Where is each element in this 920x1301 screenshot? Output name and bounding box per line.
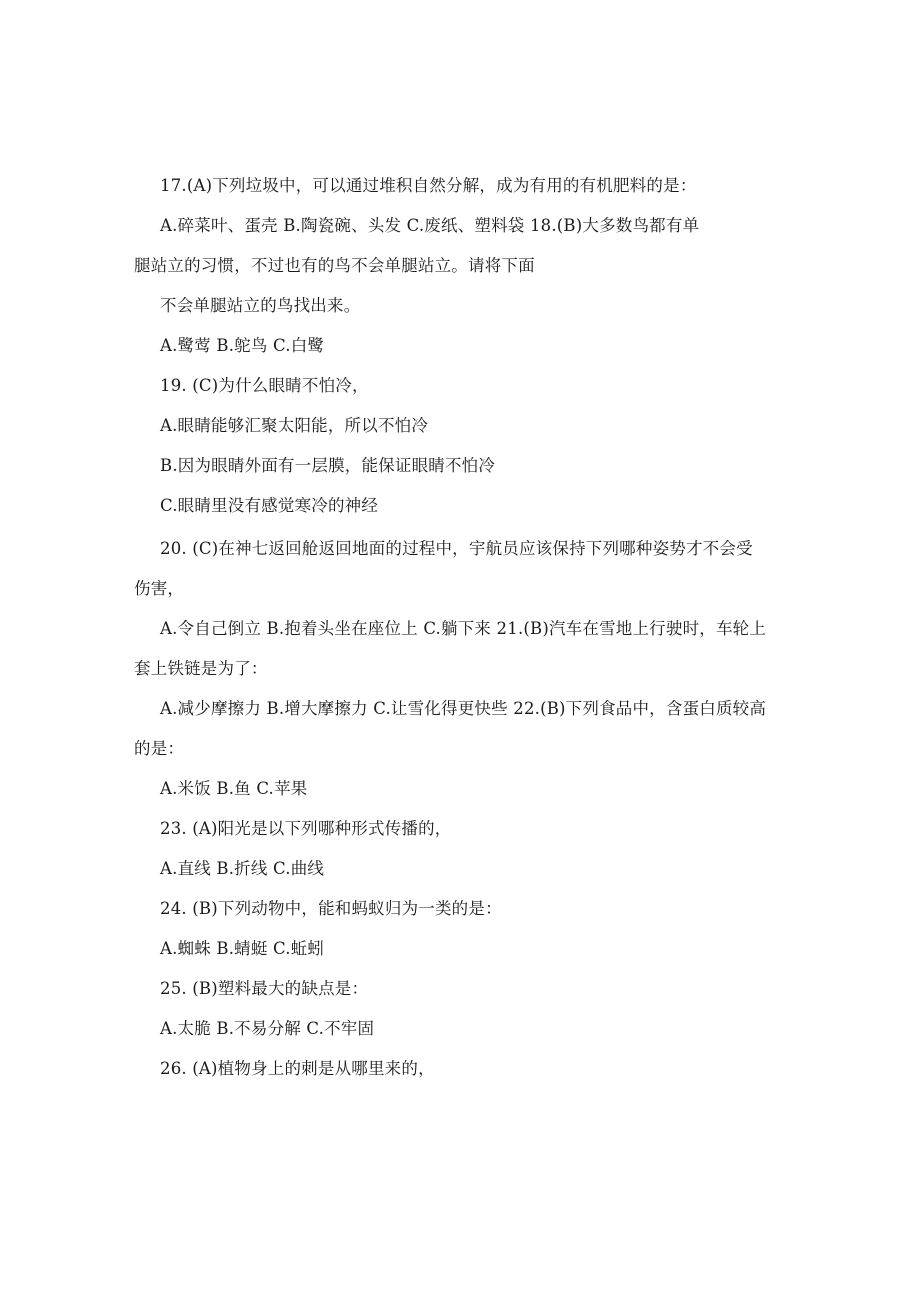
question-19-option-c: C.眼睛里没有感觉寒冷的神经: [160, 496, 379, 515]
question-24-options: A.蜘蛛 B.蜻蜓 C.蚯蚓: [160, 939, 325, 958]
question-26-text: 26. (A)植物身上的刺是从哪里来的，: [160, 1059, 435, 1078]
question-19-option-b: B.因为眼睛外面有一层膜，能保证眼睛不怕冷: [160, 456, 496, 475]
question-19-text: 19. (C)为什么眼睛不怕冷，: [160, 376, 369, 395]
question-19-option-a: A.眼睛能够汇聚太阳能，所以不怕冷: [160, 416, 429, 435]
question-20-options: A.令自己倒立 B.抱着头坐在座位上 C.躺下来 21.(B)汽车在雪地上行驶时，车轮上: [160, 619, 767, 638]
question-20-text: 20. (C)在神七返回舱返回地面的过程中，宇航员应该保持下列哪种姿势才不会受: [160, 539, 753, 558]
question-18-options: A.鹭莺 B.鸵鸟 C.白鹭: [160, 336, 325, 355]
question-23-text: 23. (A)阳光是以下列哪种形式传播的，: [160, 819, 452, 838]
question-22-text-cont: 的是：: [134, 739, 185, 758]
question-23-options: A.直线 B.折线 C.曲线: [160, 859, 325, 878]
question-21-text-cont: 套上铁链是为了：: [134, 659, 268, 678]
question-22-options: A.米饭 B.鱼 C.苹果: [160, 779, 308, 798]
question-17-options: A.碎菜叶、蛋壳 B.陶瓷碗、头发 C.废纸、塑料袋 18.(B)大多数鸟都有单: [160, 216, 700, 235]
question-20-text-cont: 伤害，: [134, 579, 185, 598]
question-18-text: 腿站立的习惯，不过也有的鸟不会单腿站立。请将下面: [134, 256, 535, 275]
question-17-text: 17.(A)下列垃圾中，可以通过堆积自然分解，成为有用的有机肥料的是：: [160, 176, 697, 195]
question-24-text: 24. (B)下列动物中，能和蚂蚁归为一类的是：: [160, 899, 502, 918]
question-21-options: A.减少摩擦力 B.增大摩擦力 C.让雪化得更快些 22.(B)下列食品中，含蛋白质较高: [160, 699, 767, 718]
question-25-options: A.太脆 B.不易分解 C.不牢固: [160, 1019, 375, 1038]
question-18-text-cont: 不会单腿站立的鸟找出来。: [160, 296, 361, 315]
question-25-text: 25. (B)塑料最大的缺点是：: [160, 979, 369, 998]
